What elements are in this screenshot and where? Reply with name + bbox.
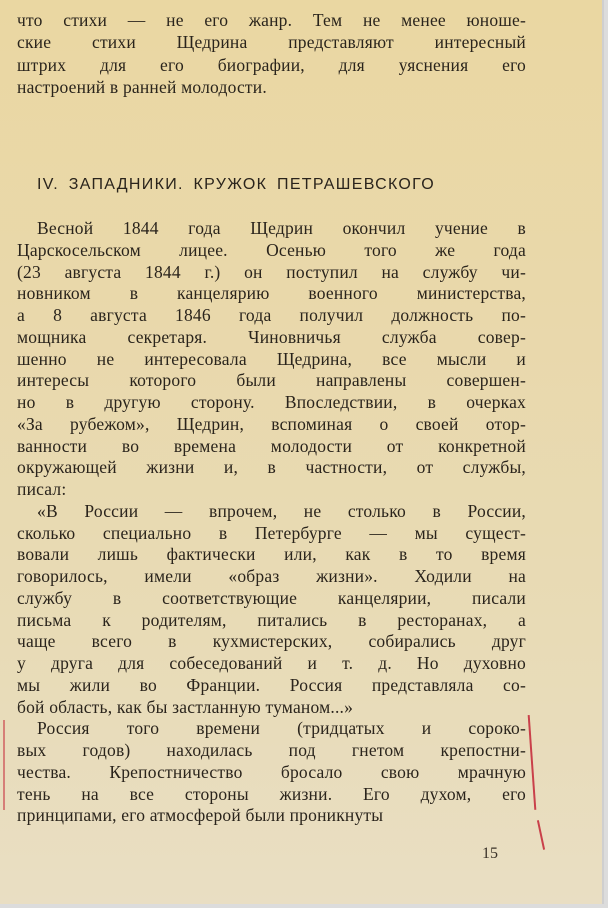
chapter-heading: IV. ЗАПАДНИКИ. КРУЖОК ПЕТРАШЕВСКОГО bbox=[37, 176, 435, 193]
text-line: ские стихи Щедрина представляют интересный bbox=[17, 32, 526, 53]
text-line: шенно не интересовала Щедрина, все мысли и bbox=[17, 348, 526, 369]
text-line: ванности во времена молодости от конкретной bbox=[17, 435, 526, 456]
margin-pencil-mark bbox=[3, 720, 5, 810]
text-line: писал: bbox=[17, 479, 67, 499]
text-line: штрих для его биографии, для уяснения его bbox=[17, 54, 526, 75]
text-line: Россия того времени (тридцатых и сороко- bbox=[37, 718, 526, 739]
text-line: чества. Крепостничество бросало свою мрачную bbox=[17, 761, 526, 782]
text-line: сколько специально в Петербурге — мы сущест- bbox=[17, 522, 526, 543]
margin-pencil-mark bbox=[528, 715, 536, 810]
margin-pencil-mark bbox=[537, 820, 545, 850]
text-line: Царскосельском лицее. Осенью того же года bbox=[17, 239, 526, 260]
text-line: но в другую сторону. Впоследствии, в очерках bbox=[17, 392, 526, 412]
text-line: «За рубежом», Щедрин, вспоминая о своей отор- bbox=[17, 413, 526, 434]
text-line: вовали лишь фактически или, как в то время bbox=[17, 544, 526, 565]
text-line: чаще всего в кухмистерских, собирались друг bbox=[17, 631, 526, 652]
page-number: 15 bbox=[482, 845, 498, 862]
text-line: а 8 августа 1846 года получил должность по- bbox=[17, 305, 526, 325]
text-line: новником в канцелярию военного министерства, bbox=[17, 283, 526, 304]
text-line: окружающей жизни и, в частности, от службы, bbox=[17, 457, 526, 478]
text-line: «В России — впрочем, не столько в России, bbox=[37, 500, 526, 521]
text-line: Весной 1844 года Щедрин окончил учение в bbox=[37, 218, 526, 238]
text-line: принципами, его атмосферой были проникнуты bbox=[17, 805, 384, 826]
text-line: мощника секретаря. Чиновничья служба совер- bbox=[17, 326, 526, 347]
text-line: у друга для собеседований и т. д. Но духовно bbox=[17, 653, 526, 673]
text-line: что стихи — не его жанр. Тем не менее юноше- bbox=[17, 10, 526, 30]
text-line: (23 августа 1844 г.) он поступил на службу чи- bbox=[17, 261, 526, 282]
text-line: настроений в ранней молодости. bbox=[17, 76, 267, 97]
text-line: бой область, как бы застланную туманом...» bbox=[17, 696, 354, 717]
text-line: мы жили во Франции. Россия представляла со- bbox=[17, 674, 526, 695]
text-line: интересы которого были направлены совершен- bbox=[17, 370, 526, 391]
text-line: тень на все стороны жизни. Его духом, его bbox=[17, 783, 526, 804]
text-line: службу в соответствующие канцелярии, писали bbox=[17, 587, 526, 608]
text-line: вых годов) находилась под гнетом крепостни- bbox=[17, 740, 526, 760]
text-line: письма к родителям, питались в ресторанах, а bbox=[17, 609, 526, 630]
text-line: говорилось, имели «образ жизни». Ходили на bbox=[17, 566, 526, 586]
